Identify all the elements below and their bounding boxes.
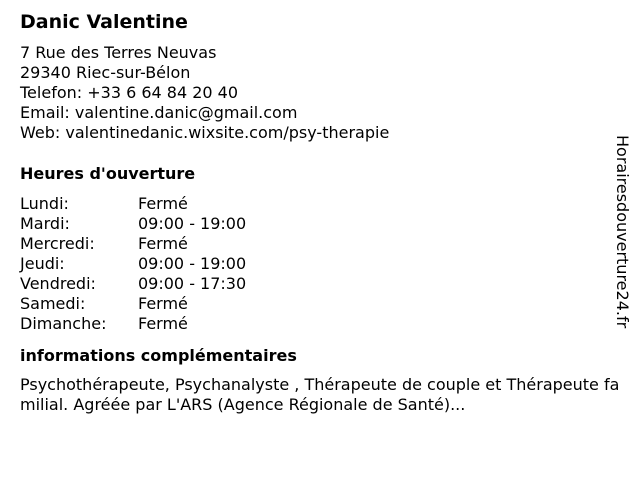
site-watermark: [612, 135, 632, 345]
hours-value: 09:00 - 19:00: [138, 254, 247, 273]
hours-value: Fermé: [138, 194, 188, 213]
hours-row-vendredi: [20, 274, 620, 294]
hours-row-dimanche: [20, 314, 620, 334]
hours-value: 09:00 - 19:00: [138, 214, 247, 233]
hours-value: Fermé: [138, 294, 188, 313]
additional-info-text: Psychothérapeute, Psychanalyste , Thérapeute de couple et Thérapeute familial. Agréée par L'ARS (Agence Régionale de Santé)...: [20, 375, 620, 414]
hours-row-jeudi: [20, 254, 620, 274]
listing-card: [20, 10, 620, 415]
street-address: 7 Rue des Terres Neuvas: [20, 43, 217, 62]
day-label: Samedi:: [20, 294, 86, 313]
day-label: Vendredi:: [20, 274, 96, 293]
contact-details: [20, 43, 620, 143]
hours-value: Fermé: [138, 234, 188, 253]
hours-row-mercredi: [20, 234, 620, 254]
email-line: Email: valentine.danic@gmail.com: [20, 103, 298, 122]
day-label: Dimanche:: [20, 314, 107, 333]
hours-value: Fermé: [138, 314, 188, 333]
opening-hours-table: [20, 194, 620, 334]
day-label: Mardi:: [20, 214, 70, 233]
hours-value: 09:00 - 17:30: [138, 274, 247, 293]
hours-row-lundi: [20, 194, 620, 214]
opening-hours-heading: Heures d'ouverture: [20, 164, 196, 183]
additional-info-heading: informations complémentaires: [20, 346, 297, 365]
phone-line: Telefon: +33 6 64 84 20 40: [20, 83, 239, 102]
city-address: 29340 Riec-sur-Bélon: [20, 63, 191, 82]
day-label: Lundi:: [20, 194, 69, 213]
watermark-text: Horairesdouverture24.fr: [613, 135, 632, 329]
day-label: Jeudi:: [20, 254, 65, 273]
hours-row-mardi: [20, 214, 620, 234]
website-line: Web: valentinedanic.wixsite.com/psy-therapie: [20, 123, 390, 142]
day-label: Mercredi:: [20, 234, 95, 253]
listing-title: Danic Valentine: [20, 11, 188, 33]
hours-row-samedi: [20, 294, 620, 314]
